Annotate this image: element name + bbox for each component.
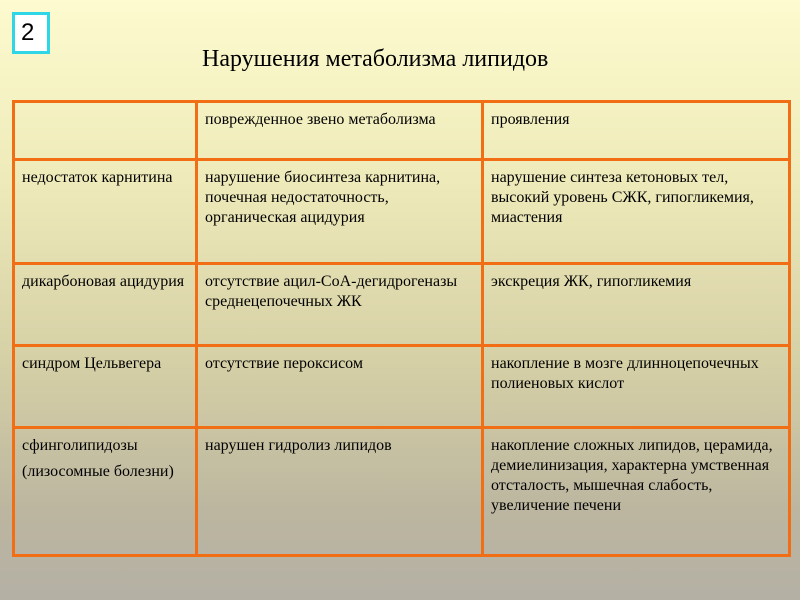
disease-name: недостаток карнитина <box>22 169 173 186</box>
table-row <box>14 160 790 264</box>
table-row <box>14 428 790 556</box>
manifestation-cell: экскреция ЖК, гипогликемия <box>483 264 790 346</box>
manifestation-cell: нарушение синтеза кетоновых тел, высокий уровень СЖК, гипогликемия, миастения <box>483 160 790 264</box>
defect-cell: нарушение биосинтеза карнитина, почечная недостаточность, органическая ацидурия <box>197 160 483 264</box>
slide-title: Нарушения метаболизма липидов <box>202 46 549 72</box>
disease-name: синдром Цельвегера <box>22 355 162 372</box>
table-row <box>14 346 790 428</box>
header-cell-manifestation: проявления <box>483 102 790 160</box>
table-row <box>14 264 790 346</box>
header-cell-defect: поврежденное звено метаболизма <box>197 102 483 160</box>
disease-cell <box>14 428 197 556</box>
disease-name: дикарбоновая ацидурия <box>22 273 185 290</box>
disease-cell <box>14 264 197 346</box>
disease-note: (лизосомные болезни) <box>22 463 174 480</box>
manifestation-cell: накопление сложных липидов, церамида, демиелинизация, характерна умственная отсталость, мышечная слабость, увеличение печени <box>483 428 790 556</box>
manifestation-cell: накопление в мозге длинноцепочечных полиеновых кислот <box>483 346 790 428</box>
slide-number-box: 2 <box>12 12 50 54</box>
lipid-disorders-table <box>12 100 791 557</box>
disease-cell <box>14 346 197 428</box>
defect-cell: нарушен гидролиз липидов <box>197 428 483 556</box>
disease-name: сфинголипидозы <box>22 437 138 454</box>
disease-cell <box>14 160 197 264</box>
defect-cell: отсутствие пероксисом <box>197 346 483 428</box>
header-cell-empty <box>14 102 197 160</box>
table-header-row <box>14 102 790 160</box>
defect-cell: отсутствие ацил-СоА-дегидрогеназы среднецепочечных ЖК <box>197 264 483 346</box>
